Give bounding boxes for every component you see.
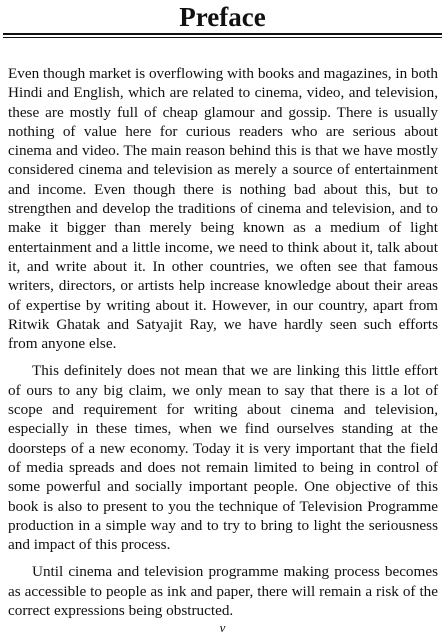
preface-body — [8, 64, 438, 628]
paragraph-2: This definitely does not mean that we are linking this little effort of ours to any big claim, we only mean to say that there is a lot of scope and requirement for writing about cinema and television, especially in these times, when we find ourselves standing at the doorsteps of a new economy. Today it is very important that the field of media spreads and does not remain limited to being in control of some powerful and socially important people. One objective of this book is also to present to you the technique of Television Programme production in a simple way and to try to bring to light the seriousness and impact of this process. — [8, 362, 438, 554]
page-title: Preface — [179, 2, 266, 32]
paragraph-3: Until cinema and television programme making process becomes as accessible to people as ink and paper, there will remain a risk of the correct expressions being obstructed. — [8, 563, 438, 620]
page-header — [0, 0, 445, 40]
title-rule-thick — [3, 33, 442, 35]
page-number: v — [219, 620, 226, 635]
title-rule-thin — [3, 37, 442, 38]
paragraph-1: Even though market is overflowing with books and magazines, in both Hindi and English, which are related to cinema, video, and television, these are mostly full of cheap glamour and gossip. There is usually nothing of value here for curious readers who are serious about cinema and video. The main reason behind this is that we have mostly considered cinema and television as merely a source of entertainment and income. Even though there is nothing bad about this, but to strengthen and develop the traditions of cinema and television, and to make it bigger than merely being known as a medium of light entertainment and a little income, we need to think about it, talk about it, and write about it. In other countries, we often see that famous writers, directors, or artists help increase knowledge about their areas of expertise by writing about it. However, in our country, apart from Ritwik Ghatak and Satyajit Ray, we have hardly seen such efforts from anyone else. — [8, 65, 438, 353]
